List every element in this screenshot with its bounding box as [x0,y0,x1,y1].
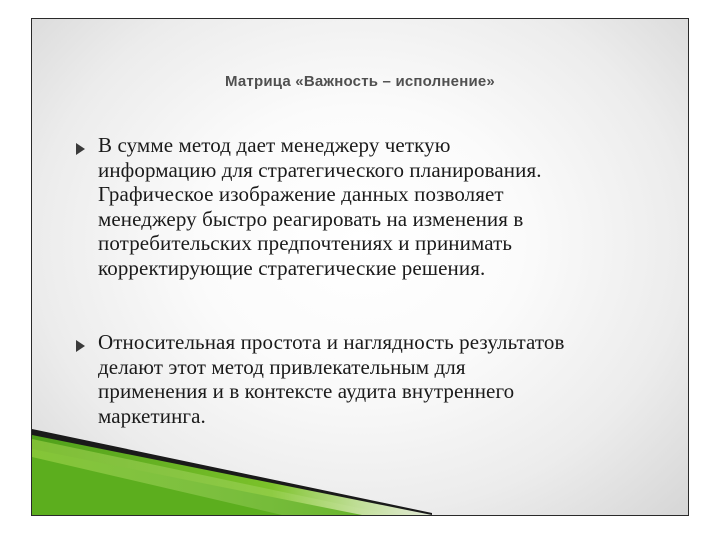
bullet-line: Графическое изображение данных позволяет [98,182,504,206]
bullet-text [98,330,565,428]
bullet-line: маркетинга. [98,403,206,428]
slide [31,18,689,516]
bullet-text [98,133,542,280]
bullet-line: информацию для стратегического планирования. [98,157,542,182]
bullet-line: менеджеру быстро реагировать на изменения в [98,206,524,231]
bullet-line: делают этот метод привлекательным для [98,354,466,379]
triangle-right-icon [76,330,98,357]
bullet-line: корректирующие стратегические решения. [98,255,486,280]
green-corner-decoration [32,425,432,515]
triangle-right-icon [76,133,98,160]
bullet-item-2 [76,330,666,428]
slide-title: Матрица «Важность – исполнение» [225,73,495,90]
bullet-item-1 [76,133,666,280]
bullet-line: В сумме метод дает менеджеру четкую [98,133,451,157]
bullet-line: Относительная простота и наглядность результатов [98,330,565,354]
bullet-line: применения и в контексте аудита внутреннего [98,379,515,403]
bullet-line: потребительских предпочтениях и принимать [98,231,513,255]
